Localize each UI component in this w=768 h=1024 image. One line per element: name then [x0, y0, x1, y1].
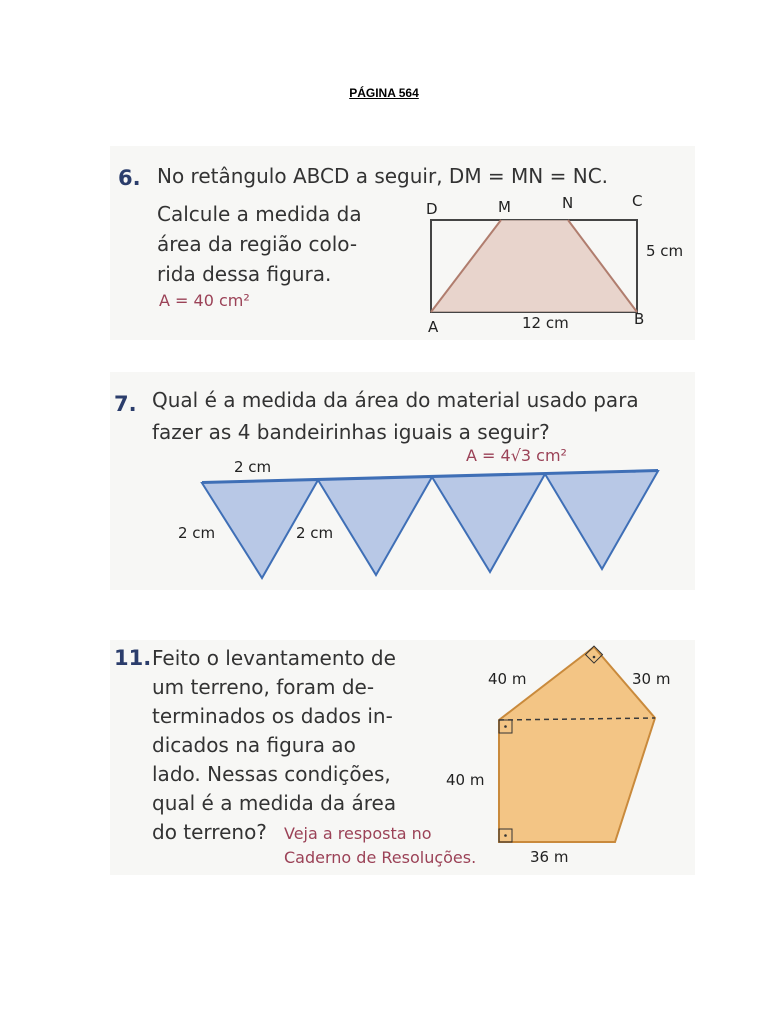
question-6-line-3: área da região colo- [157, 232, 358, 256]
question-7-line-2: fazer as 4 bandeirinhas iguais a seguir? [152, 420, 550, 444]
label-left-side: 40 m [446, 771, 485, 789]
question-11-line-7: do terreno? [152, 820, 267, 844]
question-11-line-2: um terreno, foram de- [152, 675, 375, 699]
label-m: M [498, 198, 511, 216]
question-11-scan [110, 640, 695, 875]
question-11-answer-line-2: Caderno de Resoluções. [284, 848, 477, 867]
question-6-line-4: rida dessa figura. [157, 262, 332, 286]
label-bottom-side: 36 m [530, 848, 569, 866]
question-11-line-4: dicados na figura ao [152, 733, 356, 757]
label-c: C [632, 192, 643, 210]
label-right-side: 2 cm [296, 524, 334, 542]
label-top-left-side: 40 m [488, 670, 527, 688]
label-left-side: 2 cm [178, 524, 216, 542]
question-6-line-2: Calcule a medida da [157, 202, 362, 226]
question-11-number: 11. [114, 646, 152, 670]
question-11-line-3: terminados os dados in- [152, 704, 393, 728]
question-11-answer-line-1: Veja a resposta no [284, 824, 432, 843]
label-n: N [562, 194, 574, 212]
question-6-line-1: No retângulo ABCD a seguir, DM = MN = NC. [157, 164, 609, 188]
label-top-side: 2 cm [234, 458, 272, 476]
label-d: D [426, 200, 438, 218]
shaded-trapezoid [431, 220, 637, 312]
terrain-figure [110, 640, 695, 875]
flags-figure [110, 372, 695, 590]
question-6-scan [110, 146, 695, 340]
question-11-line-1: Feito o levantamento de [152, 646, 396, 670]
question-7-number: 7. [114, 392, 137, 416]
flag-3 [432, 474, 545, 572]
question-6-answer: A = 40 cm² [159, 291, 250, 310]
flag-4 [545, 471, 658, 569]
question-11-line-6: qual é a medida da área [152, 791, 397, 815]
question-7-answer: A = 4√3 cm² [466, 446, 567, 465]
page-title: PÁGINA 564 [349, 86, 419, 100]
flag-2 [318, 477, 432, 575]
label-top-right-side: 30 m [632, 670, 671, 688]
label-b: B [634, 310, 645, 328]
question-11-line-5: lado. Nessas condições, [152, 762, 391, 786]
question-7-scan [110, 372, 695, 590]
question-6-number: 6. [118, 166, 141, 190]
rectangle-figure [110, 146, 695, 340]
label-base-length: 12 cm [522, 314, 569, 332]
label-a: A [428, 318, 439, 336]
question-7-line-1: Qual é a medida da área do material usado para [152, 388, 639, 412]
label-side-length: 5 cm [646, 242, 684, 260]
